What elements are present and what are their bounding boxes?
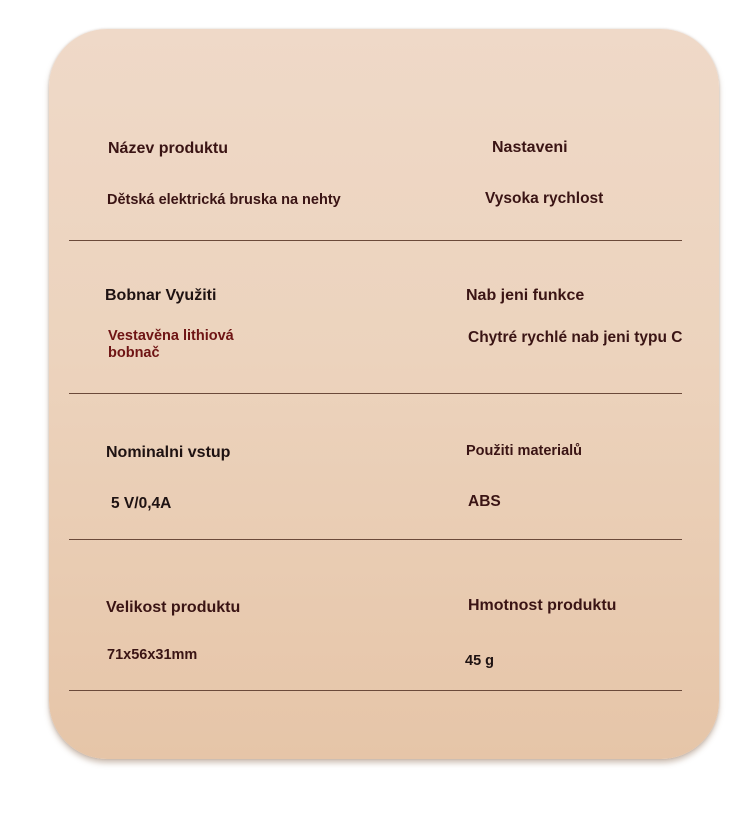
weight-label: Hmotnost produktu: [468, 597, 617, 614]
divider-3: [69, 539, 682, 540]
charging-value: Chytré rychlé nab jeni typu C: [468, 329, 683, 346]
material-value: ABS: [468, 493, 501, 510]
divider-2: [69, 393, 682, 394]
material-label: Použiti materialů: [466, 443, 583, 459]
product-name-label: Název produktu: [108, 140, 229, 157]
divider-1: [69, 240, 682, 241]
product-name-value: Dětská elektrická bruska na nehty: [107, 192, 341, 208]
size-label: Velikost produktu: [106, 599, 241, 616]
size-value: 71x56x31mm: [107, 647, 198, 663]
battery-value-line-2: bobnač: [108, 345, 160, 361]
divider-4: [69, 690, 682, 691]
setting-value: Vysoka rychlost: [485, 190, 604, 207]
setting-label: Nastaveni: [492, 139, 568, 156]
charging-label: Nab jeni funkce: [466, 287, 585, 304]
battery-label: Bobnar Využiti: [105, 287, 217, 304]
battery-value-line-1: Vestavěna lithiová: [108, 328, 234, 344]
input-value: 5 V/0,4A: [111, 495, 172, 512]
input-label: Nominalni vstup: [106, 444, 231, 461]
weight-value: 45 g: [465, 653, 495, 669]
